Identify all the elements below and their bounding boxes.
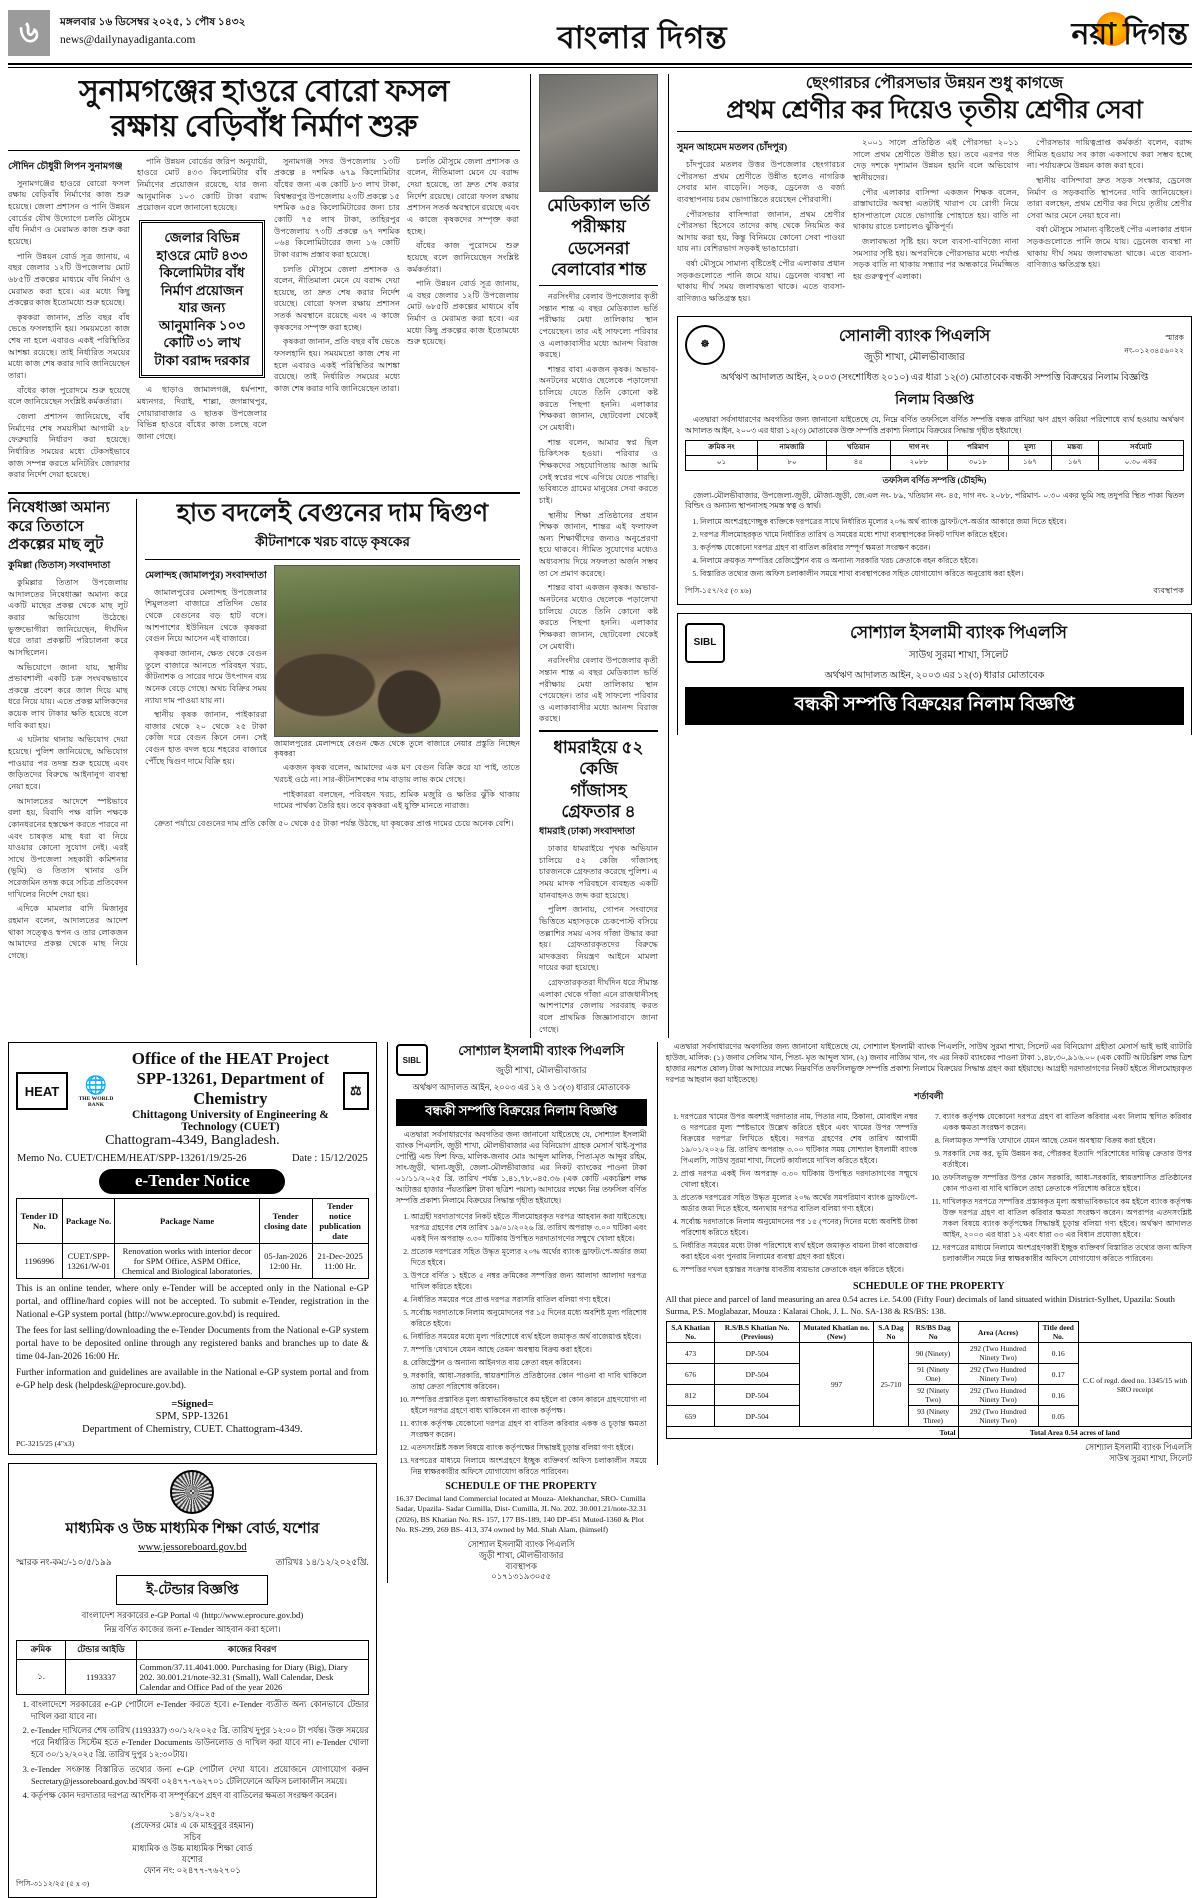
list-item: 11. দাখিলকৃত দরপত্রে সম্পত্তির প্রস্তাবকৃত মূল্য অস্বাভাবিকভাবে কম হইলে ব্যাংক কর্তৃপক্ষ উক্ত দরপত্র গ্রহণ বা বাতিল করিবার ক্ষমতা সংরক্ষণ করেন। অপরাপর এতদসংশ্লিষ্ট সকল বিষয়ে ব্যাংক কর্তৃপক্ষের সিদ্ধান্তই চূড়ান্ত বলিয়া গণ্য হইবে। অর্থঋণ আদালত আইন, ২০০৩ এর ধারা ১২ এবং ধারা ৩৩ এর বিধান প্রযোজ্য হইবে। [943,1196,1192,1240]
sibl-right-schedule-title: SCHEDULE OF THE PROPERTY [852,1280,1005,1292]
td: 292 (Two Hundred Ninety Two) [958,1343,1038,1364]
td: 0.16 [1038,1385,1078,1406]
list-item: 1. বাংলাদেশে সরকারের e-GP পোর্টালে e-Tender করতে হবে। e-Tender ব্যতীত অন্য কোনভাবে টেন্ডার দাখিল করা যাবে না। [31,1699,369,1723]
td: 91 (Ninety One) [908,1364,958,1385]
th: টেন্ডার আইডি [66,1640,136,1659]
td: 93 (Ninety Three) [908,1406,958,1427]
table-row [17,1244,369,1279]
td: 0.05 [1038,1406,1078,1427]
sibl-bank-name: সোশ্যাল ইসলামী ব্যাংক পিএলসি [850,623,1067,643]
list-item: 6. নির্ধারিত সময়ের মধ্যে মূল্য পরিশোধে ব্যর্থ হইলে জমাকৃত অর্থ বাজেয়াপ্ত হইবে। [411,1331,647,1342]
list-item: 4. নির্ধারিত সময়ের পরে প্রাপ্ত দরপত্র সরাসরি বাতিল বলিয়া গণ্য হইবে। [411,1294,647,1305]
td: ৩০১৮ [947,455,1008,470]
heat-para-3: Further information and guidelines are available in the National e-GP system portal and from e-GP help desk (helpdesk@eprocure.gov.bd). [16,1368,369,1392]
section-title: বাংলার দিগন্ত [557,20,728,55]
td: 997 [799,1343,873,1427]
mid-column [530,74,658,1038]
list-item: 2. e-Tender দাখিলের শেষ তারিখ (1193337) ৩০/১২/২০২৫ খ্রি. তারিখ দুপুর ১২:০০ টা পর্যন্ত। উক্ত সময়ের পরে নির্ধারিত সিস্টেম হতে e-Tender Documents ডাউনলোড ও দাখিল করা যাবে না। e-Tender খোলা হবে ৩০/১২/২০২৫ খ্রি. তারিখ দুপুর ১২:৩০টায়। [31,1725,369,1762]
td: ৪৫ [826,455,890,470]
brinjal-caption: জামালপুরের মেলান্দহে বেগুন ক্ষেত থেকে তুলে বাজারে নেয়ার প্রস্তুতি নিচ্ছেন কৃষকরা [274,738,520,759]
medical-para: শান্ত বলেন, আমার স্বপ্ন ছিল চিকিৎসক হওয়া। পরিবার ও শিক্ষকদের সহযোগিতায় আজ আমি সেই স্বপ্নের পথে এগিয়ে যেতে পারছি। ভবিষ্যতে গ্রামের মানুষের সেবা করতে চাই। [539,437,658,505]
medical-headline-2: পরীক্ষায় ডেসেনরা [567,217,630,258]
sibl-law-line: অর্থঋণ আদালত আইন, ২০০৩ এর ১২(৩) ধারার মোতাবেক [824,671,1045,682]
td: ১৬৭ [1052,455,1098,470]
masthead [8,0,1192,62]
td: 05-Jan-2026 12:00 Hr. [259,1244,312,1279]
th: ক্রমিক নং [686,440,758,455]
medical-headline-1: মেডিক্যাল ভর্তি [547,196,650,215]
list-item: 11. ব্যাংক কর্তৃপক্ষ যেকোনো দরপত্র গ্রহণ বা বাতিল করিবার একক ও চূড়ান্ত ক্ষমতা সংরক্ষণ করেন। [411,1418,647,1440]
sonali-pc-code: পিসি-১৫৭/২৫ (৩ x৬) [685,586,752,596]
list-item: 12. দরপত্রের মাধ্যমে নিলামে অংশগ্রহণকারী ইচ্ছুক ব্যক্তিবর্গ বিস্তারিত তথ্যের জন্য অফিস চলাকালীন সময়ে নিম্ন স্বাক্ষরকারীর অফিসে যোগাযোগ করিতে পারিবেন। [943,1242,1192,1264]
sibl-mid-bank-name: সোশ্যাল ইসলামী ব্যাংক পিএলসি [458,1043,625,1059]
sonali-schedule-text: জেলা-মৌলভীবাজার, উপজেলা-জুড়ী, মৌজা-জুড়ী, জে.এল নং- ৮৯, খতিয়ান নং- ৪৫, দাগ নং- ২০৮৮, পরিমাণ- ০.৩০ একর ভূমি সহ তদুপরি স্থিত পাকা দ্বিতল বিল্ডিং ও অন্যান্য স্থাপনাসহ সমস্ত স্বত্ব ও স্বার্থ। [685,490,1184,511]
list-item: 7. সম্পত্তি 'যেখানে যেমন আছে তেমন' অবস্থায় বিক্রয় করা হইবে। [411,1344,647,1355]
td: DP-504 [715,1343,799,1364]
world-bank-globe-icon: 🌐 [84,1074,108,1095]
th: কাজের বিবরণ [136,1640,368,1659]
story-fish [8,499,128,965]
sonali-signature: ব্যবস্থাপক [1153,586,1184,596]
sonali-property-table [685,440,1184,471]
list-item: 13. দরপত্রের মাধ্যমে নিলামে অংশগ্রহণে ইচ্ছুক ব্যক্তিবর্গ অফিস চলাকালীন সময়ে নিম্ন স্বাক্ষরকারীর অফিসে যোগাযোগ করিতে পারিবেন। [411,1455,647,1477]
ganja-byline: ধামরাই (ঢাকা) সংবাদদাতা [539,827,635,838]
list-item: 9. সরকারি দেয় কর, ভূমি উন্নয়ন কর, পৌরকর ইত্যাদি পরিশোধের দায়িত্ব ক্রেতার উপর বর্তাইবে। [943,1148,1192,1170]
sibl-mid-sign-4: ০১৭১৩১৯৩০৫৫ [491,1572,552,1582]
ganja-para: পুলিশ জানায়, গোপন সংবাদের ভিত্তিতে মহাসড়কে চেকপোস্ট বসিয়ে তল্লাশির সময় এসব গাঁজা উদ্ধার করা হয়। গ্রেফতারকৃতদের বিরুদ্ধে মাদকদ্রব্য নিয়ন্ত্রণ আইনে মামলা দায়ের করা হয়েছে। [539,905,658,973]
td: 1193337 [66,1659,136,1694]
contact-email: news@dailynayadiganta.com [60,34,196,46]
td: ৮০ [758,455,827,470]
medical-para: শান্তর বাবা একজন কৃষক। অভাব-অনটনের মধ্যেও ছেলেকে পড়ালেখা চালিয়ে যেতে তিনি কোনো কষ্ট করতে পিছপা হননি। এলাকার শিক্ষকরা জানান, ছোটবেলা থেকেই সে মেধাবী। [539,364,658,433]
th: পরিমাণ [947,440,1008,455]
sibl-right-sign-2: সাউথ সুরমা শাখা, সিলেট [1109,1454,1192,1464]
sonali-schedule-title: তফসিল বর্ণিত সম্পত্তি (চৌহদ্দি) [882,475,987,485]
td: 812 [666,1385,715,1406]
list-item: 3. প্রত্যেক দরপত্রের সহিত উদ্ধৃত মূল্যের ২০% অর্থের সমপরিমাণ ব্যাংক ড্রাফট/পে-অর্ডার জমা দিতে হইবে, অন্যথায় দরপত্র বাতিল বলিয়া গণ্য হইবে। [681,1192,918,1214]
bottom-left-column [8,1042,377,1898]
medical-para: নরসিংদীর বেলাব উপজেলার কৃতী সন্তান শান্ত এ বছর মেডিক্যাল ভর্তি পরীক্ষায় মেধা তালিকায় স্থান পেয়েছেন। তার এই সাফল্যে পরিবার ও এলাকাবাসীর মধ্যে আনন্দ বিরাজ করছে। [539,656,658,724]
list-item: 4. কর্তৃপক্ষ কোন দরদাতার দরপত্র আংশিক বা সম্পূর্ণরূপে গ্রহণ বা বাতিলের ক্ষমতা সংরক্ষণ করেন। [31,1790,369,1802]
fish-byline: কুমিল্লা (তিতাস) সংবাদদাতা [8,561,111,572]
brinjal-byline: মেলান্দহ (জামালপুর) সংবাদদাতা [145,570,267,581]
sonali-bank-name: সোনালী ব্যাংক পিএলসি [838,327,991,345]
heat-date: Date : 15/12/2025 [291,1153,368,1165]
th: মন্তব্য [1052,440,1098,455]
jessore-pill-label: ই-টেন্ডার বিজ্ঞপ্তি [116,1575,268,1605]
th: খতিয়ান [826,440,890,455]
table-row [686,455,1184,470]
lead-para: এ ছাড়াও জামালগঞ্জ, ধর্মপাশা, মধ্যনগর, দিরাই, শাল্লা, জগন্নাথপুর, দোয়ারাবাজার ও ছাতক উপজেলার বিভিন্ন হাওরে বাঁধের কাজ চলছে বলে জানা গেছে। [137,385,267,441]
sibl-mid-terms-list [396,1211,647,1477]
td: 659 [666,1406,715,1427]
list-item: 3. e-Tender সংক্রান্ত বিস্তারিত তথ্যের জন্য e-GP পোর্টাল দেখা যাবে। প্রয়োজনে যোগাযোগ করুন Secretary@jessoreboard.gov.bd অথবা ০২৪৭৭-৭৬২৭০১ টেলিফোনে অফিস চলাকালীন সময়ে। [31,1764,369,1788]
pourashava-para: বর্ষা মৌসুমে সামান্য বৃষ্টিতেই পৌর এলাকার প্রধান সড়কগুলোতে পানি জমে যায়। ড্রেনেজ ব্যবস্থা না থাকায় দীর্ঘ সময় জলাবদ্ধতা থাকে। এতে ব্যবসা-বাণিজ্যও ক্ষতিগ্রস্ত হয়। [677,259,845,304]
sibl-mid-sign-2: জুড়ী শাখা, মৌলভীবাজার [478,1550,564,1560]
table-header-row [17,1640,369,1659]
sibl-mid-sign-3: ব্যবস্থাপক [505,1561,537,1571]
page-number-badge: ৬ [8,10,50,56]
cuet-logo-icon: ⚖ [343,1072,369,1110]
heat-tender-notice [8,1042,377,1454]
sibl-mid-schedule-title: SCHEDULE OF THE PROPERTY [445,1480,597,1492]
table-header-row [686,440,1184,455]
masthead-rule-2 [8,67,1192,68]
heat-pill-label: e-Tender Notice [99,1169,285,1194]
jessore-sign-date: ১৪/১২/২০২৫ [169,1810,216,1820]
fish-para: অভিযোগে জানা যায়, স্থানীয় প্রভাবশালী একটি চক্র সংঘবদ্ধভাবে প্রকল্পে প্রবেশ করে জাল দিয়ে মাছ ধরে নিয়ে যায়। এতে প্রকল্প মালিকদের কয়েক লাখ টাকার ক্ষতি হয়েছে বলে দাবি করা হয়। [8,662,128,730]
heat-title-2: SPP-13261, Department of Chemistry [136,1069,325,1109]
th: Title deed No. [1038,1322,1078,1343]
td: DP-504 [715,1406,799,1427]
brinjal-para: কৃষকরা জানান, ক্ষেত থেকে বেগুন তুলে বাজারে আনতে পরিবহন খরচ, কীটনাশক ও সারের দামে উৎপাদন ব্যয় অনেক বেড়ে গেছে। অথচ বিক্রির সময় ন্যায্য দাম পাওয়া যায় না। [145,649,267,705]
ganja-headline-2: গাঁজাসহ গ্রেফতার ৪ [561,780,636,821]
list-item: 1. দরপত্রের খামের উপর অবশ্যই দরদাতার নাম, পিতার নাম, ঠিকানা, মোবাইল নম্বর ও দরপত্রের মূল্য স্পষ্টভাবে উল্লেখ করিতে হইবে এবং খামের উপর 'সম্পত্তি বিক্রয়ের দরপত্র' লিখিতে হইবে। দরপত্র গ্রহণের শেষ তারিখ আগামী ১৯/০১/২০২৬ খ্রি. তারিখ অপরাহ্ন ৩.০০ ঘটিকার সময় সোশ্যাল ইসলামী ব্যাংক পিএলসি, সাউথ সুরমা শাখা, সিলেট কার্যালয়ে দাখিল করিতে হইবে। [681,1111,918,1166]
td: ০.৩০ একর [1098,455,1183,470]
sonali-bank-branch: জুড়ী শাখা, মৌলভীবাজার [864,351,965,363]
lead-para: বাঁধের কাজ পুরোদমে শুরু হয়েছে বলে জানিয়েছেন সংশ্লিষ্ট কর্মকর্তারা। [407,241,519,274]
td: 21-Dec-2025 11:00 Hr. [312,1244,368,1279]
jessore-sign-4: যশোর [182,1854,203,1864]
lead-para: চলতি মৌসুমে জেলা প্রশাসক ও বলেন, নীতিমালা মেনে যে বরাদ্দ দেয়া হয়েছে, তা দ্রুত শেষ করার নির্দেশ রয়েছে। বোরো ফসল রক্ষায় প্রশাসন সতর্ক অবস্থানে রয়েছে এবং এ কাজে কৃষকদের সম্পৃক্ত করা হচ্ছে। [274,264,400,332]
lead-headline-line1: সুনামগঞ্জের হাওরে বোরো ফসল [78,75,450,108]
sibl-mid-branch: জুড়ী শাখা, মৌলভীবাজার [495,1065,587,1076]
jessore-board-notice [8,1463,377,1898]
sibl-right-schedule-text: All that piece and parcel of land measuring an area 0.54 acres i.e. 54.00 (Fifty Four) decimals of land situated within District-Sylhet, Upazila: South Surma, P.S. Moglabazar, Mouza : Kalarai Chok, J. L. No. SA-138 & RS/BS: 138. [665,1293,1175,1316]
list-item: 7. ব্যাংক কর্তৃপক্ষ যেকোনো দরপত্র গ্রহণ বা বাতিল করিবার এবং নিলাম স্থগিত করিবার একক ক্ষমতা সংরক্ষণ করেন। [943,1111,1192,1133]
td: ০১ [686,455,758,470]
th: Tender ID No. [17,1199,63,1244]
lead-para: জেলা প্রশাসন জানিয়েছে, বাঁধ নির্মাণের শেষ সময়সীমা আগামী ২৮ ফেব্রুয়ারি নির্ধারণ করা হয়েছে। নির্ধারিত সময়ের মধ্যে টেকসইভাবে কাজ সম্পন্ন করতে মনিটরিং জোরদার করার নির্দেশ দেয়া হয়েছে। [8,411,130,480]
heat-memo-no: Memo No. CUET/CHEM/HEAT/SPP-13261/19/25-26 [17,1153,247,1165]
pourashava-para: পৌর এলাকার বাসিন্দা একজন শিক্ষক বলেন, রাস্তাঘাটের অবস্থা এতটাই খারাপ যে রোগী নিয়ে হাসপাতালে যেতে ভোগান্তি পোহাতে হয়। বাতি না থাকায় রাতে চলাচলও ঝুঁকিপূর্ণ। [853,187,1019,232]
heat-para-2: The fees for last selling/downloading the e-Tender Documents from the National e-GP system portal have to be deposited online through any registered banks and branches up to date & time 04-Jan-2026 16:00 Hr. [16,1326,369,1362]
table-row [17,1659,369,1694]
brand-logo [1072,10,1192,61]
td: 1196996 [17,1244,63,1279]
jessore-tender-table [16,1640,369,1695]
td: 90 (Ninety) [908,1343,958,1364]
brinjal-para: জামালপুরের মেলান্দহ উপজেলার শিমুলতলা বাজারে প্রতিদিন ভোর থেকে বেগুনের বড় হাট বসে। আশপাশের ইউনিয়ন থেকে কৃষকরা বেগুন নিয়ে আসেন এই বাজারে। [145,587,267,644]
td: ২০৮৮ [890,455,947,470]
list-item: 1. নিলামে অংশগ্রহণেচ্ছুক ব্যক্তিকে দরপত্রের সাথে নির্ধারিত মূল্যের ২০% অর্থ ব্যাংক ড্রাফট/পে-অর্ডার আকারে জমা দিতে হইবে। [700,516,1184,527]
heat-sign-1: =Signed= [171,1398,214,1410]
sibl-mid-logo-icon: SIBL [396,1044,428,1076]
td: 473 [666,1343,715,1364]
ganja-para: গ্রেফতারকৃতরা দীর্ঘদিন ধরে সীমান্ত এলাকা থেকে গাঁজা এনে রাজধানীসহ আশপাশের জেলায় সরবরাহ করত বলে প্রাথমিক জিজ্ঞাসাবাদে জানা গেছে। [539,978,658,1034]
table-row [666,1343,1191,1364]
jessore-date: তারিখঃ ১৪/১২/২০২৫খ্রি. [275,1556,369,1567]
heat-title-4: Chattogram-4349, Bangladesh. [105,1133,280,1149]
td: 292 (Two Hundred Ninety Two) [958,1385,1038,1406]
fish-headline: নিষেধাজ্ঞা অমান্য করে তিতাসে প্রকল্পের মাছ লুট [8,499,110,554]
th: Tender notice publication date [312,1199,368,1244]
sonali-law-line: অর্থঋণ আদালত আইন, ২০০৩ (সংশোধিত ২০১০) এর ধারা ১২(৩) মোতাবেক বন্ধকী সম্পত্তি বিক্রয়ের নিলাম বিজ্ঞপ্তি [720,372,1149,383]
masthead-right [977,10,1192,61]
lead-para: পানি উন্নয়ন বোর্ডের জরিপ অনুযায়ী, হাওরে মোট ৪৩৩ কিলোমিটার বাঁধ নির্মাণের প্রয়োজন রয়েছে, যার জন্য আনুমানিক ১০৩ কোটি টাকা বরাদ্দ প্রয়োজন বলে জানানো হয়েছে। [137,156,267,213]
table-total-row [666,1427,1191,1439]
heat-sign-3: Department of Chemistry, CUET. Chattogram-4349. [82,1424,303,1435]
sonali-ref: স্মারক নং-০১২৩৪৫৬০২২ [1124,332,1184,355]
td: DP-504 [715,1364,799,1385]
list-item: 6. সম্পত্তির দখল হস্তান্তর সংক্রান্ত যাবতীয় ব্যয়ভার ক্রেতাকে বহন করিতে হইবে। [681,1264,918,1275]
th: S.A Khatian No. [666,1322,715,1343]
lead-para: কৃষকরা জানান, প্রতি বছর বাঁধ ভেঙে ফসলহানি হয়। সময়মতো কাজ শেষ না হলে এবারও একই পরিস্থিতির আশঙ্কা রয়েছে। তাই নির্ধারিত সময়ের মধ্যে কাজ শেষ করার দাবি জানিয়েছেন তারা। [274,337,400,393]
ganja-headline-1: ধামরাইয়ে ৫২ কেজি [553,738,644,779]
world-bank-label: THE WORLD BANK [78,1095,114,1108]
sibl-logo-icon: SIBL [685,623,725,663]
th: মূল্য [1008,440,1052,455]
heat-sign-2: SPM, SPP-13261 [155,1411,230,1423]
list-item: 5. সর্বোচ্চ দরদাতাকে নিলাম অনুমোদনের পর ১৫ দিনের মধ্যে অবশিষ্ট মূল্য পরিশোধ করিতে হইবে। [411,1307,647,1329]
brinjal-para: পাইকাররা বলছেন, পরিবহন খরচ, শ্রমিক মজুরি ও ক্ষতির ঝুঁকি থাকায় দামের পার্থক্য তৈরি হয়। তবে কৃষকরা এই যুক্তি মানতে নারাজ। [274,789,520,811]
td: 292 (Two Hundred Ninety Two) [958,1364,1038,1385]
jessore-memo: স্মারক নং-কম:/-১০/৫/১৯৯ [16,1556,112,1567]
list-item: 3. উপরে বর্ণিত ১ হইতে ৫ নম্বর ক্রমিকের সম্পত্তির জন্য আলাদা আলাদা দরপত্র দাখিল করিতে হইবে। [411,1270,647,1292]
sibl-mid-law-line: অর্থঋণ আদালত আইন, ২০০৩ এর ১২ ও ১৩(৩) ধারার মোতাবেক [412,1083,630,1093]
sibl-right-terms-list-a [666,1111,918,1275]
table-header-row [666,1322,1191,1343]
lead-headline-line2: রক্ষায় বেড়িবাঁধ নির্মাণ শুরু [110,110,418,144]
heat-para-1: This is an online tender, where only e-Tender will be accepted only in the National e-GP portal, and offline/hard copies will not be accepted. To submit e-Tender, registration in the National e-GP system portal (http://www.eprocure.gov.bd) is required. [16,1284,369,1320]
list-item: 2. দরপত্র সীলমোহরকৃত খামে নির্ধারিত তারিখ ও সময়ের মধ্যে শাখা ব্যবস্থাপকের নিকট দাখিল করিতে হইবে। [700,529,1184,540]
fish-para: কুমিল্লার তিতাস উপজেলায় আদালতের নিষেধাজ্ঞা অমান্য করে একটি মাছের প্রকল্প থেকে মাছ লুট করার অভিযোগ উঠেছে। ভুক্তভোগীরা জানিয়েছেন, দীর্ঘদিন ধরে তারা প্রকল্পটি পরিচালনা করে আসছিলেন। [8,578,128,657]
medical-para: শান্তর বাবা একজন কৃষক। অভাব-অনটনের মধ্যেও ছেলেকে পড়ালেখা চালিয়ে যেতে তিনি কোনো কষ্ট করতে পিছপা হননি। এলাকার শিক্ষকরা জানান, ছোটবেলা থেকেই সে মেধাবী। [539,583,658,651]
sibl-auction-band: বন্ধকী সম্পত্তি বিক্রয়ের নিলাম বিজ্ঞপ্তি [685,687,1184,725]
list-item: 12. এতদসংশ্লিষ্ট সকল বিষয়ে ব্যাংক কর্তৃপক্ষের সিদ্ধান্তই চূড়ান্ত বলিয়া গণ্য হইবে। [411,1442,647,1453]
medical-para: নরসিংদীর বেলাব উপজেলার কৃতী সন্তান শান্ত এ বছর মেডিক্যাল ভর্তি পরীক্ষায় মেধা তালিকায় স্থান পেয়েছেন। তার এই সাফল্যে পরিবার ও এলাকাবাসীর মধ্যে আনন্দ বিরাজ করছে। [539,292,658,360]
lead-para: পানি উন্নয়ন বোর্ড সূত্র জানায়, এ বছর জেলার ১২টি উপজেলায় মোট ৬৮৫টি প্রকল্পের মাধ্যমে বাঁধ নির্মাণ ও মেরামত করা হবে। এর মধ্যে কিছু প্রকল্পের কাজ ইতোমধ্যে শুরু হয়েছে। [8,251,130,308]
td-total-label: Total [666,1427,958,1439]
sonali-bank-notice [677,316,1192,606]
pourashava-byline: সুমন আহমেদ মতলব (চাঁদপুর) [677,143,788,153]
list-item: 3. কর্তৃপক্ষ যেকোনো দরপত্র গ্রহণ বা বাতিল করিবার সম্পূর্ণ ক্ষমতা সংরক্ষণ করেন। [700,542,1184,553]
jessore-sign-5: ফোন নং: ০২৪৭৭-৭৬২৭০১ [143,1865,241,1876]
brinjal-para: স্থানীয় কৃষক জানান, পাইকাররা বাজার থেকে ২০ থেকে ২৫ টাকা কেজি দরে বেগুন কিনে নেন। সেই বেগুন হাত বদল হয়ে শহরের বাজারে পৌঁছে দ্বিগুণ দামে বিক্রি হয়। [145,710,267,766]
masthead-left [8,10,308,56]
jessore-sign-2: সচিব [183,1831,202,1842]
lead-pull-quote: জেলার বিভিন্ন হাওরে মোট ৪৩৩ কিলোমিটার বাঁধ নির্মাণ প্রয়োজন যার জন্য আনুমানিক ১০৩ কোটি ৩১ লাখ টাকা বরাদ্দ দরকার [139,220,265,378]
td: Common/37.11.4041.000. Purchasing for Diary (Big), Diary 202. 30.001.21/note-32.31 (Small), Wall Calendar, Desk Calendar and Office Pad of the year 2026 [136,1659,368,1694]
list-item: 4. সর্বোচ্চ দরদাতাকে নিলাম অনুমোদনের পর ১৫ (পনের) দিনের মধ্যে অবশিষ্ট টাকা পরিশোধ করিতে হইবে। [681,1216,918,1238]
td-total-value: Total Area 0.54 acres of land [958,1427,1191,1439]
th: S.A Dag No [874,1322,908,1343]
list-item: 2. প্রাপ্ত দরপত্র একই দিন অপরাহ্ন ৩.৩০ ঘটিকায় উপস্থিত দরদাতাগণের সম্মুখে খোলা হইবে। [681,1168,918,1190]
jessore-pc-code: পিসি-৩১১২/২৫ (৫ x ৩) [16,1879,90,1889]
td: CUET/SPP-13261/W-01 [62,1244,115,1279]
th: RS/BS Dag No [908,1322,958,1343]
medical-para: স্থানীয় শিক্ষা প্রতিষ্ঠানের প্রধান শিক্ষক জানান, শান্তর এই ফলাফল অন্য শিক্ষার্থীদের জন্যও অনুপ্রেরণা হয়ে থাকবে। সীমিত সুযোগের মধ্যেও অধ্যবসায় দিয়ে সফলতা অর্জন সম্ভব তা সে প্রমাণ করেছে। [539,510,658,578]
pourashava-para: চাঁদপুরের মতলব উত্তর উপজেলার ছেংগারচর পৌরসভা প্রথম শ্রেণীতে উন্নীত হলেও নাগরিক সেবার মান বাড়েনি। সড়ক, ড্রেনেজ ও বর্জ্য ব্যবস্থাপনায় চরম ভোগান্তিতে রয়েছেন পৌরবাসী। [677,160,845,204]
th: সর্বমোট [1098,440,1183,455]
sibl-right-intro: এতদ্বারা সর্বসাধারণের অবগতির জন্য জানানো যাইতেছে যে, সোশ্যাল ইসলামী ব্যাংক পিএলসি, সাউথ সুরমা শাখা, সিলেট এর বিনিয়োগ গ্রহীতা মেসার্স ভাই ভাই ব্যাটারি হাউজ, মালিক: (১) জনাব সেলিম খান, পিতা- মৃত আব্দুল খান, (২) জনাব নাজিম খান, গং এর নিকট ব্যাংকের পাওনা টাকা ১,৪৮,৩০,৯১৬.০০ (এক কোটি আটচল্লিশ লক্ষ ত্রিশ হাজার নয়শত ষোল) টাকা আদায়ের লক্ষ্যে নিম্নবর্ণিত তফসিলভুক্ত সম্পত্তি প্রকাশ্য নিলামে বিক্রয়ের সিদ্ধান্ত গ্রহণ করা হইয়াছে। আগ্রহী দরদাতাগণের নিকট হইতে সীলমোহরকৃত দরপত্র আহবান করা যাইতেছে। [665,1042,1192,1085]
section-title-wrap [308,10,977,66]
table-header-row [17,1199,369,1244]
pourashava-headline: প্রথম শ্রেণীর কর দিয়েও তৃতীয় শ্রেণীর সেবা [726,97,1143,124]
brinjal-para: একজন কৃষক বলেন, আমাদের এক মণ বেগুন বিক্রি করে যা পাই, তাতে খরচই ওঠে না। সার-কীটনাশকের দাম বাড়ায় লাভ কমে গেছে। [274,763,520,784]
sibl-right-sign-1: সোশ্যাল ইসলামী ব্যাংক পিএলসি [1085,1443,1192,1453]
lead-para: পানি উন্নয়ন বোর্ড সূত্র জানায়, এ বছর জেলার ১২টি উপজেলায় মোট ৬৮৫টি প্রকল্পের মাধ্যমে বাঁধ নির্মাণ ও মেরামত করা হবে। এর মধ্যে কিছু প্রকল্পের কাজ ইতোমধ্যে শুরু হয়েছে। [407,279,519,347]
ganja-para: ঢাকার ধামরাইয়ে পৃথক অভিযান চালিয়ে ৫২ কেজি গাঁজাসহ চারজনকে গ্রেফতার করেছে পুলিশ। এ সময় মাদক পরিবহনে ব্যবহৃত একটি যানবাহনও জব্দ করা হয়েছে। [539,844,658,900]
th: R.S/B.S Khatian No. (Previous) [715,1322,799,1343]
list-item: 9. সরকারি, আধা-সরকারি, স্বায়ত্তশাসিত প্রতিষ্ঠানের কোন পাওনা বা দাবি থাকিলে তাহা ক্রেতা পরিশোধ করিবেন। [411,1370,647,1392]
pourashava-kicker: ছেংগারচর পৌরসভার উন্নয়ন শুধু কাগজে [805,75,1064,92]
jessore-website: www.jessoreboard.gov.bd [138,1541,247,1553]
sibl-right-terms-list-b [928,1111,1192,1264]
sibl-right-property-table [666,1321,1192,1439]
heat-pc-code: PC-3215/25 (4"x3) [16,1438,75,1448]
jessore-sign-3: মাধ্যমিক ও উচ্চ মাধ্যমিক শিক্ষা বোর্ড [132,1842,253,1853]
sibl-mid-sign-1: সোশ্যাল ইসলামী ব্যাংক পিএলসি [467,1539,575,1549]
list-item: 10. তফসিলভুক্ত সম্পত্তির উপর কোন সরকারি, আধা-সরকারি, স্বায়ত্তশাসিত প্রতিষ্ঠানের কোন পাওনা বা দাবি থাকিলে তাহা ক্রেতাকে পরিশোধ করিতে হইবে। [943,1172,1192,1194]
brinjal-headline: হাত বদলেই বেগুনের দাম দ্বিগুণ [176,499,489,527]
sonali-terms-list [685,516,1184,579]
list-item: 8. নিলামকৃত সম্পত্তি 'যেখানে যেমন আছে তেমন অবস্থায়' বিক্রয় করা হইবে। [943,1135,1192,1146]
medical-student-photo [539,74,658,192]
list-item: 5. বিস্তারিত তথ্যের জন্য অফিস চলাকালীন সময়ে শাখা ব্যবস্থাপকের সহিত যোগাযোগ করিতে অনুরোধ করা হইল। [700,568,1184,579]
sibl-mid-intro: এতদ্বারা সর্বসাধারণের অবগতির জন্য জানানো যাইতেছে যে, সোশ্যাল ইসলামী ব্যাংক পিএলসি, জুড়ী শাখা, মৌলভীবাজার এর বিনিয়োগ গ্রাহক মেসার্স খাই-সুপার পোল্ট্রি এন্ড ফিশ ফিড, মালিক-জনাব মোঃ আব্দুল মালিক, পিতা-মৃত আব্দুর রহিম, সাং-জুড়ী, থানা-জুড়ী, জেলা-মৌলভীবাজার এর নিকট ব্যাংকের পাওনা টাকা ০১/১১/২০২৫ খ্রি. তারিখ পর্যন্ত ১,৪১,৭৮,০৪৫.৩৬ (এক কোটি একচল্লিশ লক্ষ আটাত্তর হাজার পঁয়তাল্লিশ টাকা ছত্রিশ পয়সা) আদায়ের লক্ষ্যে নিম্ন তফসিল বর্ণিত সম্পত্তি প্রকাশ্য নিলামে বিক্রয়ের সিদ্ধান্ত গৃহীত হইয়াছে। [395,1130,647,1205]
jessore-notes-list [16,1699,369,1803]
pourashava-para: জলাবদ্ধতা সৃষ্টি হয়। ফলে ব্যবসা-বাণিজ্যে নানা সমস্যার সৃষ্টি হয়। অপরদিকে পৌরসভার মধ্যে পর্যাপ্ত সড়ক বাতি না থাকায় সন্ধ্যার পর অন্ধকারে নিমজ্জিত হয় গুরুত্বপূর্ণ এলাকা। [853,237,1019,282]
sonali-heading: নিলাম বিজ্ঞপ্তি [895,392,974,408]
fish-para: আদালতের আদেশে স্পষ্টভাবে বলা হয়, বিবাদি পক্ষ বালি পক্ষকে কোনধরনের হস্তক্ষেপ করতে পারবে না এবং চাষকৃত মাছ ধরা বা নিয়ে যাওয়ার কোনো সুযোগ নেই। এরই সাথে উপজেলা সহকারী কমিশনার (ভূমি) ও তিতাস থানার ওসি সরেজমিন তদন্ত করে সচিত্র প্রতিবেদন দাখিলের নির্দেশ দেয়া হয়। [8,796,128,899]
th: নামজারি [758,440,827,455]
th: দাগ নং [890,440,947,455]
th: Package Name [115,1199,259,1244]
th: Mutated Khatian no. (New) [799,1322,873,1343]
td: DP-504 [715,1385,799,1406]
heat-title-1: Office of the HEAT Project [131,1049,330,1069]
list-item: 8. রেজিস্ট্রেশন ও অন্যান্য আইনগত ব্যয় ক্রেতা বহন করিবেন। [411,1357,647,1368]
th: Tender closing date [259,1199,312,1244]
sibl-right-notice-head [677,613,1192,735]
td: C.C of regd. deed no. 1345/15 with SRO receipt [1078,1343,1191,1427]
heat-title-3: Chittagong University of Engineering & Technology (CUET) [132,1109,329,1134]
td: ১৬৭ [1008,455,1052,470]
list-item: 1. আগ্রহী দরদাতাগণের নিকট হইতে সীলমোহরকৃত দরপত্র আহবান করা যাইতেছে। দরপত্র গ্রহণের শেষ তারিখ ১৯/০১/২০২৬ খ্রি. তারিখ অপরাহ্ন ৩.০০ ঘটিকা এবং একই দিন অপরাহ্ন ৩.৩০ ঘটিকায় উপস্থিত দরদাতাগণের সম্মুখে খোলা হইবে। [411,1211,647,1244]
sibl-right-terms-title: শর্তাবলী [914,1090,944,1101]
publication-date: মঙ্গলবার ১৬ ডিসেম্বর ২০২৫, ১ পৌষ ১৪৩২ [60,17,246,28]
brinjal-photo [274,565,520,737]
board-seal-icon [170,1470,214,1514]
th: ক্রমিক [17,1640,66,1659]
sibl-bank-branch: সাউথ সুরমা শাখা, সিলেট [909,650,1008,662]
jessore-title: মাধ্যমিক ও উচ্চ মাধ্যমিক শিক্ষা বোর্ড, যশোর [65,1520,320,1537]
list-item: 2. প্রত্যেক দরপত্রের সহিত উদ্ধৃত মূল্যের ২০% অর্থের ব্যাংক ড্রাফট/পে-অর্ডার জমা দিতে হইবে। [411,1246,647,1268]
fish-para: এদিকে মামলার বাদি মিজানুর রহমান বলেন, আদালতের আদেশ থাকা সত্ত্বেও স্বপন ও তার লোকজন আমাদের প্রকল্প থেকে মাছ নিয়ে গেছে। [8,904,128,960]
td: 92 (Ninety Two) [908,1385,958,1406]
list-item: 5. নির্ধারিত সময়ের মধ্যে টাকা পরিশোধে ব্যর্থ হইলে জমাকৃত বায়না টাকা বাজেয়াপ্ত করা হইবে এবং পুনরায় নিলামের ব্যবস্থা গ্রহণ করা হইবে। [681,1240,918,1262]
jessore-sign-1: (প্রফেসর মোঃ এ কে মাহবুবুর রহমান) [131,1820,254,1831]
lead-para: বাঁধের কাজ পুরোদমে শুরু হয়েছে বলে জানিয়েছেন সংশ্লিষ্ট কর্মকর্তারা। [8,385,130,407]
heat-logo-icon: HEAT [16,1072,68,1110]
td: 292 (Two Hundred Ninety Two) [958,1406,1038,1427]
medical-headline-3: বেলাবোর শান্ত [550,259,647,279]
lead-para: চলতি মৌসুমে জেলা প্রশাসক ও বলেন, নীতিমালা মেনে যে বরাদ্দ দেয়া হয়েছে, তা দ্রুত শেষ করার নির্দেশ রয়েছে। বোরো ফসল রক্ষায় প্রশাসন সতর্ক অবস্থানে রয়েছে এবং এ কাজে কৃষকদের সম্পৃক্ত করা হচ্ছে। [407,156,519,236]
jessore-line-2: নিম্ন বর্ণিত কাজের জন্য e-Tender আহবান করা হলো। [104,1623,281,1634]
pourashava-para: পৌরসভার বাসিন্দারা জানান, প্রথম শ্রেণীর পৌরসভা হিসেবে তাদের কাছ থেকে নিয়মিত কর আদায় করা হয়, কিন্তু বিনিময়ে কোনো সেবা পাওয়া যায় না। বেশিরভাগ সড়কই ভাঙাচোরা। [677,209,845,254]
sibl-mid-auction-band: বন্ধকী সম্পত্তি বিক্রয়ের নিলাম বিজ্ঞপ্তি [396,1099,647,1126]
td: 0.17 [1038,1364,1078,1385]
sonali-intro: এতদ্বারা সর্বসাধারণের অবগতির জন্য জানানো যাইতেছে যে, নিম্নে বর্ণিত তফসিলে বর্ণিত সম্পত্তি বন্ধক রাখিয়া ঋণ গ্রহণ করিয়া পরিশোধে ব্যর্থ হওয়ায় অর্থঋণ আদালত আইন, ২০০৩ এর ধারা ১২(৩) মোতাবেক উক্ত সম্পত্তি প্রকাশ্য নিলামে বিক্রয়ের সিদ্ধান্ত গৃহীত হইয়াছে। [685,414,1184,435]
story-brinjal [136,499,520,965]
pourashava-para: পৌরসভার দায়িত্বপ্রাপ্ত কর্মকর্তা বলেন, বরাদ্দ সীমিত হওয়ায় সব কাজ একসাথে করা সম্ভব হচ্ছে না। পর্যায়ক্রমে উন্নয়ন কাজ করা হবে। [1027,138,1192,171]
td: Renovation works with interior decor for SPM Office, ASPM Office, Chemical and Biological laboratories. [115,1244,259,1279]
pourashava-para: বর্ষা মৌসুমে সামান্য বৃষ্টিতেই পৌর এলাকার প্রধান সড়কগুলোতে পানি জমে যায়। ড্রেনেজ ব্যবস্থা না থাকায় দীর্ঘ সময় জলাবদ্ধতা থাকে। এতে ব্যবসা-বাণিজ্যও ক্ষতিগ্রস্ত হয়। [1027,225,1192,270]
pourashava-para: ২০০১ সালে প্রতিষ্ঠিত এই পৌরসভা ২০১১ সালে প্রথম শ্রেণীতে উন্নীত হয়। তবে এরপর গত দেড় দশকে দৃশ্যমান উন্নয়ন হয়নি বলে অভিযোগ স্থানীয়দের। [853,138,1019,182]
th: Package No. [62,1199,115,1244]
brand-name: নয়া দিগন্ত [1071,18,1188,51]
td: 676 [666,1364,715,1385]
th: Area (Acres) [958,1322,1038,1343]
lead-story [8,74,520,1038]
fish-para: এ ঘটনায় থানায় অভিযোগ দেয়া হয়েছে। পুলিশ জানিয়েছে, অভিযোগ পাওয়ার পর তদন্ত শুরু হয়েছে এবং জড়িতদের বিরুদ্ধে আইনানুগ ব্যবস্থা নেয়া হবে। [8,735,128,791]
sibl-mid-notice [387,1042,647,1583]
list-item: 10. সম্পত্তির প্রস্তাবিত মূল্য অস্বাভাবিকভাবে কম হইলে বা কোন কারনে গ্রহণযোগ্য না হইলে দরপত্র গ্রহণে বাধ্য থাকিবেন না ব্যাংক কর্তৃপক্ষ। [411,1394,647,1416]
lead-para: সুনামগঞ্জ সদর উপজেলায় ১৩টি প্রকল্পে ৪ দশমিক ৬৭৯ কিলোমিটার বাঁধের জন্য এক কোটি ৮৩ লাখ টাকা, বিশ্বম্ভরপুর উপজেলায় ২৩টি প্রকল্পে ১৫ দশমিক ৬৫৪ কিলোমিটারের জন্য চার কোটি ৭৫ লাখ টাকা, তাহিরপুর উপজেলায় ৭৩টি প্রকল্পে ৬৭ দশমিক ০৬৪ কিলোমিটারের জন্য ১৬ কোটি টাকা বরাদ্দ প্রস্তাব করা হয়েছে। [274,156,400,259]
sonali-bank-logo-icon: ☸ [685,325,725,365]
lead-byline: সৌদিন চৌধুরী লিপন সুনামগঞ্জ [8,161,123,172]
td: 0.16 [1038,1343,1078,1364]
lead-para: সুনামগঞ্জের হাওরে বোরো ফসল রক্ষায় বেড়িবাঁধ নির্মাণের কাজ শুরু হয়েছে। জেলা প্রশাসন ও পানি উন্নয়ন বোর্ডের যৌথ উদ্যোগে চলতি মৌসুমে বাঁধ নির্মাণ ও মেরামত কাজ শুরু করা হয়েছে। [8,178,130,246]
td: 25-710 [874,1343,908,1427]
heat-tender-table [16,1198,369,1279]
sibl-mid-schedule-text: 16.37 Decimal land Commercial located at Mouza- Alekhanchar, SRO- Cumilla Sadar, Upazila- Sadar Cumilla, Dist- Cumilla, JL No. 202. 30.001.21/note-32.31 (2026), BS Khatian No. RS- 157, 177 BS-189, 140 DP-451 Muted-1360 & Plot No. RS-299, 269 BS- 413, 374 owned by Md. Shah Alam, (himself) [395,1493,647,1535]
brinjal-subhead: কীটনাশকে খরচ বাড়ে কৃষকের [255,533,410,549]
right-column [668,74,1192,1038]
pourashava-para: স্থানীয় বাসিন্দারা দ্রুত সড়ক সংস্কার, ড্রেনেজ নির্মাণ ও সড়কবাতি স্থাপনের দাবি জানিয়েছেন। তারা বলছেন, প্রথম শ্রেণীর কর দিয়ে তৃতীয় শ্রেণীর সেবা আর মেনে নেয়া হবে না। [1027,175,1192,220]
lead-para: কৃষকরা জানান, প্রতি বছর বাঁধ ভেঙে ফসলহানি হয়। সময়মতো কাজ শেষ না হলে এবারও একই পরিস্থিতির আশঙ্কা রয়েছে। তাই নির্ধারিত সময়ের মধ্যে কাজ শেষ করার দাবি জানিয়েছেন তারা। [8,312,131,381]
td: ১. [17,1659,66,1694]
sibl-right-notice-body [657,1042,1192,1465]
list-item: 4. নিলামে ক্রয়কৃত সম্পত্তির রেজিস্ট্রেশন ব্যয় ও অন্যান্য সরকারি খরচ ক্রেতাকে বহন করিতে হইবে। [700,555,1184,566]
brinjal-para: ক্রেতা পর্যায়ে বেগুনের দাম প্রতি কেজি ৫০ থেকে ৫৫ টাকা পর্যন্ত উঠছে, যা কৃষকের প্রাপ্ত দামের চেয়ে অনেক বেশি। [154,818,514,828]
jessore-line-1: বাংলাদেশ সরকারের e-GP Portal এ (http://www.eprocure.gov.bd) [81,1609,304,1620]
